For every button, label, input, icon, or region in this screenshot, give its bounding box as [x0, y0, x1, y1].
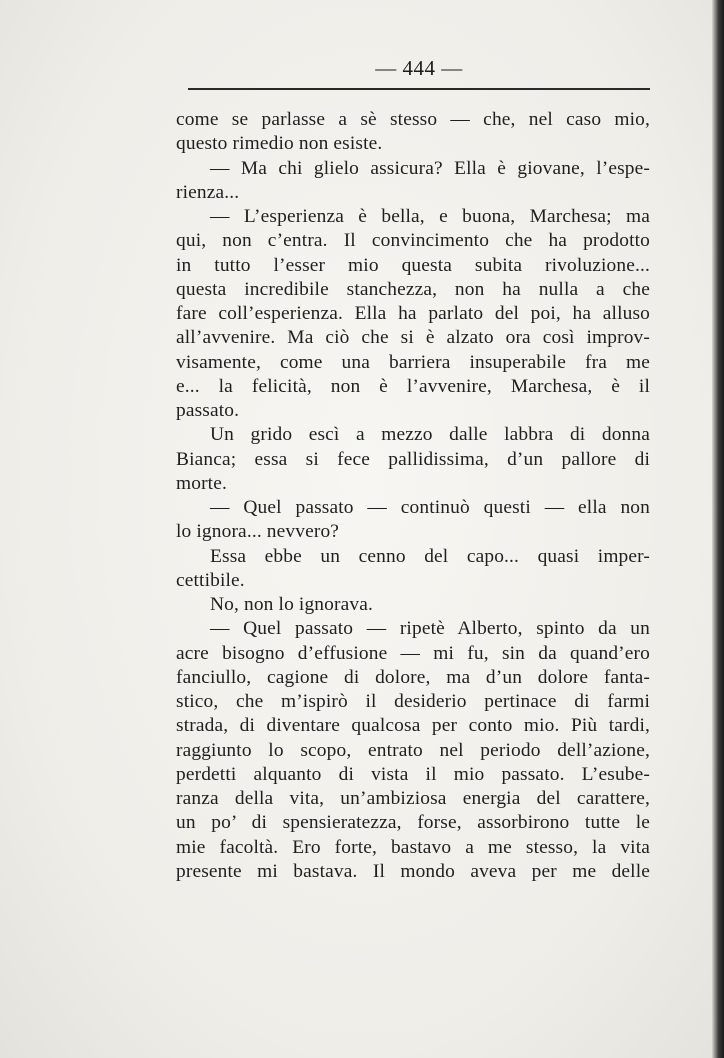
text-line: come se parlasse a sè stesso — che, nel caso mio, [176, 109, 650, 130]
text-line: Bianca; essa si fece pallidissima, d’un pallore di [176, 448, 650, 470]
text-line: raggiunto lo scopo, entrato nel periodo dell’azione, [176, 739, 650, 761]
binding-edge [712, 0, 724, 1058]
text-line: strada, di diventare qualcosa per conto mio. Più tardi, [176, 715, 650, 737]
header-rule [188, 88, 650, 90]
text-line: all’avvenire. Ma ciò che si è alzato ora così improv- [176, 327, 650, 349]
text-line: ranza della vita, un’ambiziosa energia del carattere, [176, 788, 650, 809]
text-line: — Ma chi glielo assicura? Ella è giovane, l’espe- [210, 157, 650, 179]
text-line: fare coll’esperienza. Ella ha parlato del poi, ha alluso [176, 303, 650, 324]
text-line: No, non lo ignorava. [210, 594, 373, 615]
text-line: acre bisogno d’effusione — mi fu, sin da quand’ero [176, 642, 650, 664]
text-line: Essa ebbe un cenno del capo... quasi imper- [210, 545, 650, 567]
text-line: — Quel passato — continuò questi — ella non [210, 497, 650, 518]
text-line: rienza... [176, 181, 240, 203]
text-line: in tutto l’esser mio questa subita rivoluzione... [176, 254, 650, 276]
text-line: Un grido escì a mezzo dalle labbra di donna [210, 424, 650, 446]
page-number-header: — 444 — [375, 56, 463, 80]
text-line: qui, non c’entra. Il convincimento che ha prodotto [176, 230, 650, 252]
text-line: questa incredibile stanchezza, non ha nulla a che [176, 278, 650, 300]
body-text [176, 108, 650, 884]
text-line: perdetti alquanto di vista il mio passato. L’esube- [176, 763, 650, 785]
text-line: morte. [176, 472, 227, 494]
text-line: visamente, come una barriera insuperabile fra me [176, 351, 650, 373]
text-line: cettibile. [176, 569, 245, 591]
text-line: e... la felicità, non è l’avvenire, Marchesa, è il [176, 375, 650, 397]
text-line: questo rimedio non esiste. [176, 133, 383, 155]
text-line: fanciullo, cagione di dolore, ma d’un dolore fanta- [176, 666, 650, 688]
text-line: — L’esperienza è bella, e buona, Marchesa; ma [210, 206, 650, 227]
text-line: passato. [176, 400, 240, 421]
text-line: stico, che m’ispirò il desiderio pertinace di farmi [176, 691, 650, 712]
text-line: presente mi bastava. Il mondo aveva per me delle [176, 860, 650, 882]
text-line: lo ignora... nevvero? [176, 521, 340, 543]
text-line: un po’ di spensieratezza, forse, assorbirono tutte le [176, 812, 650, 834]
text-line: — Quel passato — ripetè Alberto, spinto da un [210, 618, 650, 640]
text-line: mie facoltà. Ero forte, bastavo a me stesso, la vita [176, 836, 650, 858]
